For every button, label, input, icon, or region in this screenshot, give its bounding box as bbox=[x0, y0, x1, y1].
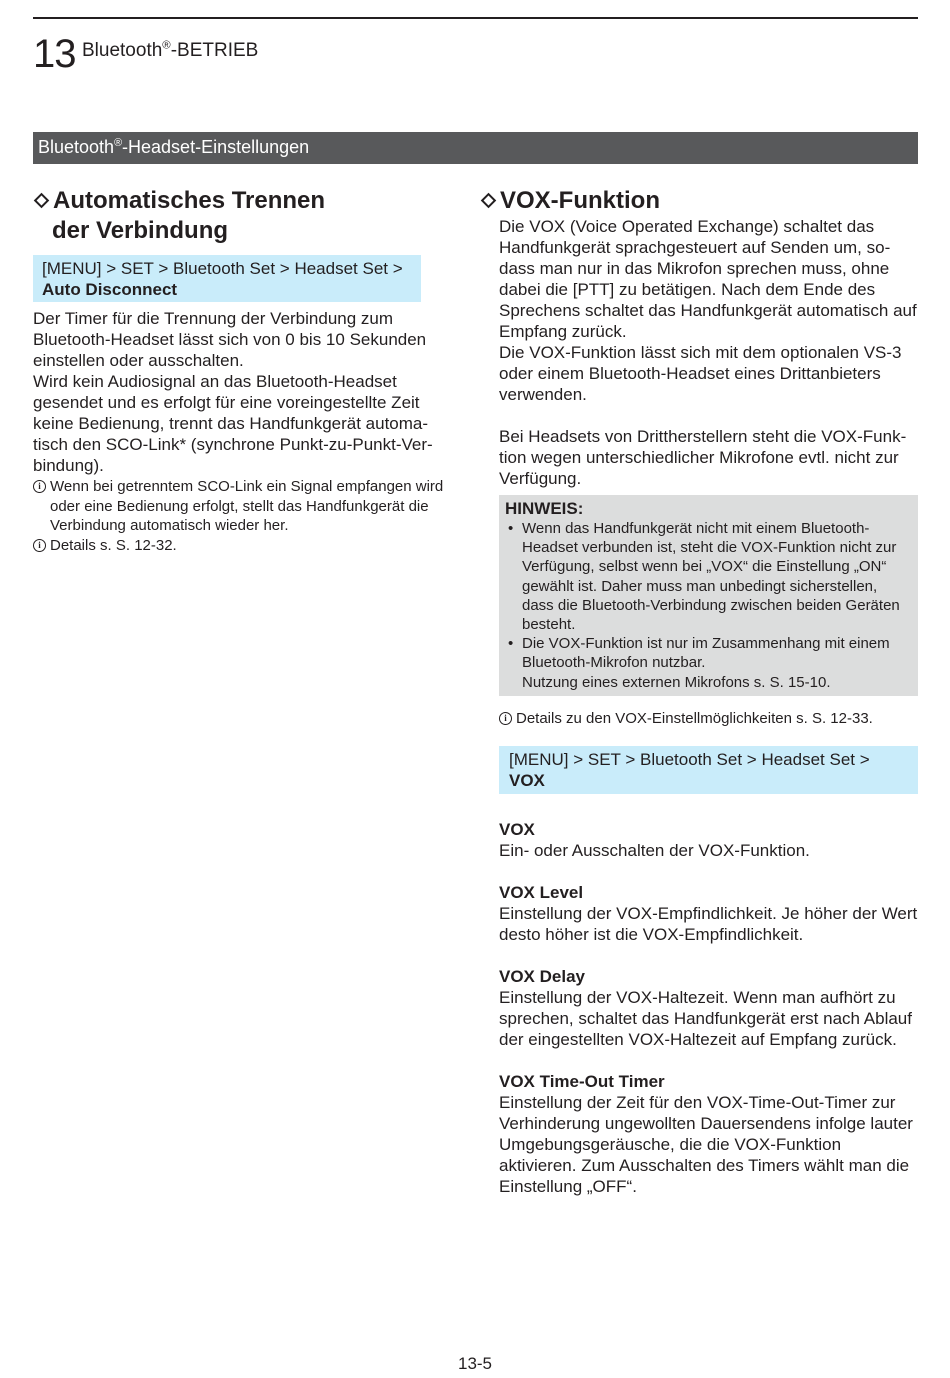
auto-disconnect-heading: Automatisches Trennen der Verbindung bbox=[33, 186, 448, 246]
diamond-icon bbox=[34, 192, 50, 208]
menu-path-box bbox=[499, 746, 918, 794]
setting-title: VOX Level bbox=[499, 883, 584, 903]
note: i Details zu den VOX-Einstellmöglichkeiten s. S. 12-33. bbox=[499, 709, 918, 729]
setting-vox bbox=[499, 819, 918, 861]
info-icon: i bbox=[33, 480, 46, 493]
chapter-number: 13 bbox=[33, 32, 76, 76]
setting-vox-delay bbox=[499, 966, 918, 1050]
hinweis-box bbox=[499, 495, 918, 696]
menu-path-box bbox=[33, 255, 421, 302]
note: i Details s. S. 12-32. bbox=[33, 536, 448, 556]
hinweis-bullet: • Wenn das Handfunkgerät nicht mit einem Bluetooth-Headset verbunden ist, steht die VOX-Funktion nicht zur Verfügung, selbst wenn bei „VOX“ die Einstellung „ON“ gewählt ist. Daher muss man unbedingt sicherstellen, dass die Bluetooth-Verbindung zwischen beiden Geräten besteht. bbox=[505, 519, 910, 634]
setting-text: Einstellung der Zeit für den VOX-Time-Out-Timer zur Verhinderung ungewollten Dauersendens infolge lauter Umgebungsgeräusche, die die VOX-Funktion aktivieren. Zum Ausschalten des Timers wählt man die Einstellung „OFF“. bbox=[499, 1093, 913, 1197]
diamond-icon bbox=[481, 192, 497, 208]
section-title-rest: -Headset-Einstellungen bbox=[122, 137, 310, 157]
paragraph: Wird kein Audiosignal an das Bluetooth-Headset gesendet und es erfolgt für eine voreingestellte Zeit keine Bedienung, trennt das Handfunkgerät automatisch den SCO-Link* (synchrone Punkt-zu-Punkt-Verbindung). bbox=[33, 372, 433, 475]
menu-path: [MENU] > SET > Bluetooth Set > Headset Set > bbox=[42, 259, 403, 278]
paragraph: Die VOX (Voice Operated Exchange) schaltet das Handfunkgerät sprachgesteuert auf Senden um, sodass man nur in das Mikrofon sprechen muss, ohne dabei die [PTT] zu betätigen. Nach dem Ende des Sprechens schaltet das Handfunkgerät automatisch auf Empfang zurück. bbox=[499, 217, 917, 341]
menu-item: VOX bbox=[509, 771, 545, 791]
setting-vox-time-out-timer bbox=[499, 1071, 918, 1197]
hinweis-extra-line: Nutzung eines externen Mikrofons s. S. 15-10. bbox=[522, 673, 831, 691]
vox-heading: VOX-Funktion bbox=[480, 186, 918, 216]
setting-title: VOX bbox=[499, 820, 535, 840]
registered-mark: ® bbox=[114, 137, 123, 149]
menu-path: [MENU] > SET > Bluetooth Set > Headset Set > bbox=[509, 750, 870, 770]
note: i Wenn bei getrenntem SCO-Link ein Signal empfangen wird oder eine Bedienung erfolgt, stellt das Handfunkgerät die Verbindung automatisch wieder her. bbox=[33, 477, 448, 536]
left-column bbox=[33, 186, 448, 555]
info-icon: i bbox=[499, 712, 512, 725]
right-column bbox=[499, 186, 918, 1197]
menu-item: Auto Disconnect bbox=[42, 280, 178, 299]
setting-text: Einstellung der VOX-Empfindlichkeit. Je höher der Wert desto höher ist die VOX-Empfindlichkeit. bbox=[499, 904, 918, 945]
setting-text: Einstellung der VOX-Haltezeit. Wenn man aufhört zu sprechen, schaltet das Handfunkgerät erst nach Ablauf der eingestellten VOX-Haltezeit auf Empfang zurück. bbox=[499, 988, 912, 1050]
page-number: 13-5 bbox=[457, 1354, 493, 1373]
setting-title: VOX Delay bbox=[499, 967, 585, 987]
section-title-main: Bluetooth bbox=[38, 137, 115, 157]
header-rule bbox=[33, 17, 918, 19]
registered-mark: ® bbox=[162, 39, 171, 52]
section-title-bar bbox=[33, 132, 918, 164]
chapter-title-main: Bluetooth bbox=[82, 40, 163, 61]
paragraph: Bei Headsets von Drittherstellern steht die VOX-Funktion wegen unterschiedlicher Mikrofone evtl. nicht zur Verfügung. bbox=[499, 427, 907, 488]
setting-vox-level bbox=[499, 882, 918, 945]
hinweis-bullet: • Die VOX-Funktion ist nur im Zusammenhang mit einem Bluetooth-Mikrofon nutzbar. bbox=[505, 634, 910, 672]
chapter-title-rest: -BETRIEB bbox=[170, 40, 259, 61]
paragraph: Die VOX-Funktion lässt sich mit dem optionalen VS-3 oder einem Bluetooth-Headset eines Drittanbieters verwenden. bbox=[499, 343, 902, 404]
setting-text: Ein- oder Ausschalten der VOX-Funktion. bbox=[499, 841, 810, 861]
setting-title: VOX Time-Out Timer bbox=[499, 1072, 665, 1092]
hinweis-title: HINWEIS: bbox=[505, 499, 584, 518]
paragraph: Der Timer für die Trennung der Verbindung zum Bluetooth-Headset lässt sich von 0 bis 10 Sekunden einstellen oder ausschalten. bbox=[33, 309, 427, 370]
info-icon: i bbox=[33, 539, 46, 552]
chapter-title bbox=[82, 39, 258, 63]
